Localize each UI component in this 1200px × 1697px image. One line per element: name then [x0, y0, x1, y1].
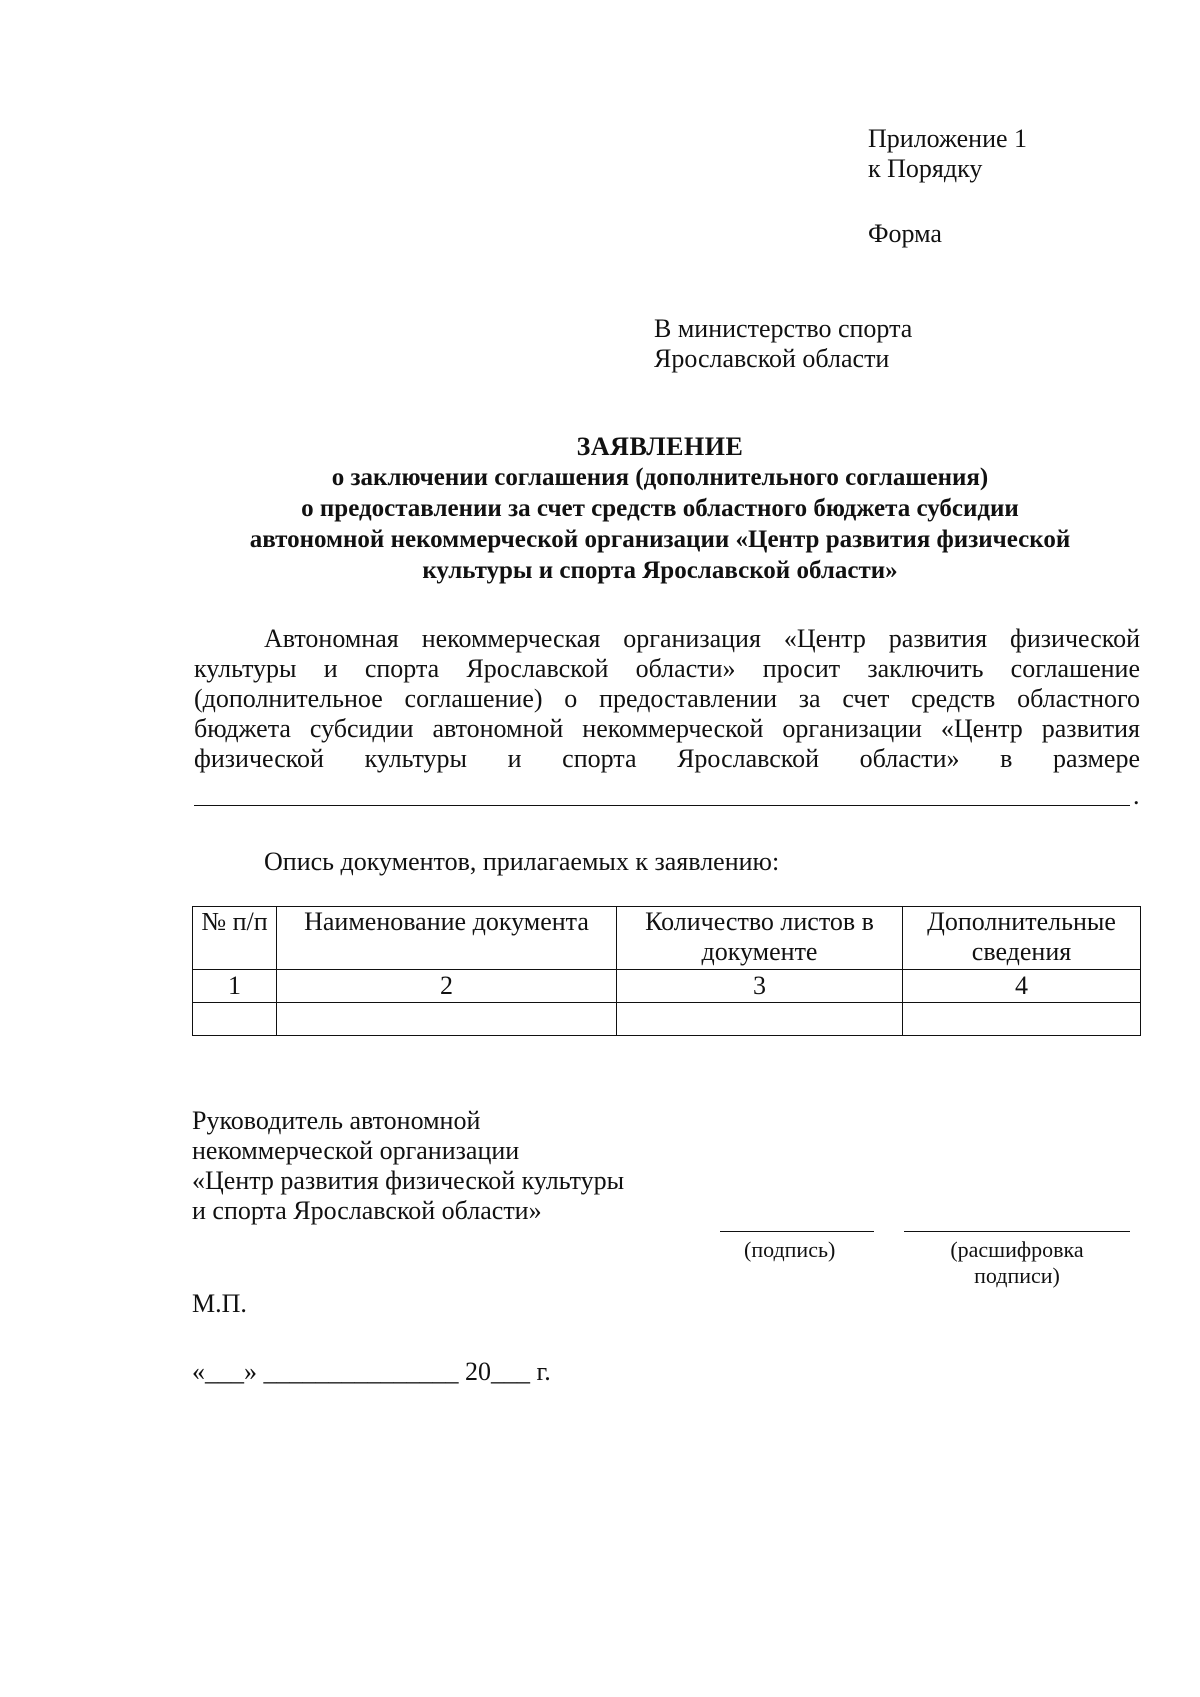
title-line-2: о предоставлении за счет средств областного бюджета субсидии [301, 495, 1019, 522]
header-document-name: Наименование документа [277, 907, 617, 970]
addressee-block [654, 314, 912, 374]
signer-line-1: Руководитель автономной [192, 1106, 481, 1135]
stamp-label: М.П. [192, 1289, 247, 1318]
table-cell[interactable] [277, 1003, 617, 1036]
signature-decode-caption [904, 1237, 1130, 1289]
decode-caption-line-2: подписи) [974, 1263, 1060, 1288]
title-line-1: о заключении соглашения (дополнительного соглашения) [331, 464, 989, 491]
form-label: Форма [868, 219, 942, 248]
appendix-number: Приложение 1 [868, 124, 1028, 153]
signature-caption: (подпись) [744, 1237, 836, 1262]
header-page-count: Количество листов в документе [617, 907, 903, 970]
signer-line-4: и спорта Ярославской области» [192, 1196, 542, 1225]
signer-line-2: некоммерческой организации [192, 1136, 520, 1165]
numbering-cell: 1 [193, 970, 277, 1003]
date-line[interactable]: «___» _______________ 20___ г. [192, 1357, 551, 1386]
appendix-to-order: к Порядку [868, 154, 983, 183]
signer-block [192, 1106, 624, 1226]
decode-caption-line-1: (расшифровка [950, 1237, 1084, 1262]
table-header-row [193, 907, 1141, 970]
amount-end-punct: . [1133, 781, 1140, 810]
table-cell[interactable] [903, 1003, 1141, 1036]
body-line-1: Автономная некоммерческая организация «Центр развития физической [264, 624, 1140, 653]
header-number: № п/п [193, 907, 277, 970]
title-heading: ЗАЯВЛЕНИЕ [576, 432, 744, 461]
inventory-label: Опись документов, прилагаемых к заявлению: [264, 847, 780, 876]
numbering-cell: 2 [277, 970, 617, 1003]
addressee-line-2: Ярославской области [654, 344, 890, 373]
body-line-3: (дополнительное соглашение) о предоставлении за счет средств областного [194, 684, 1140, 713]
numbering-cell: 4 [903, 970, 1141, 1003]
body-paragraph [194, 624, 1140, 774]
body-line-5: физической культуры и спорта Ярославской области» в размере [194, 744, 1140, 773]
body-line-4: бюджета субсидии автономной некоммерческой организации «Центр развития [194, 714, 1140, 743]
signer-line-3: «Центр развития физической культуры [192, 1166, 625, 1195]
table-cell[interactable] [617, 1003, 903, 1036]
title-line-4: культуры и спорта Ярославской области» [422, 557, 898, 584]
signature-decode-line[interactable] [904, 1231, 1130, 1232]
signature-line[interactable] [720, 1231, 874, 1232]
addressee-line-1: В министерство спорта [654, 314, 913, 343]
header-additional-info: Дополнительные сведения [903, 907, 1141, 970]
appendix-reference [868, 124, 1027, 184]
amount-fill-line[interactable] [194, 775, 1130, 806]
documents-table [192, 906, 1141, 1036]
document-title [160, 432, 1160, 586]
table-row [193, 1003, 1141, 1036]
numbering-cell: 3 [617, 970, 903, 1003]
body-line-2: культуры и спорта Ярославской области» просит заключить соглашение [194, 654, 1140, 683]
table-numbering-row [193, 970, 1141, 1003]
table-cell[interactable] [193, 1003, 277, 1036]
title-line-3: автономной некоммерческой организации «Центр развития физической [249, 526, 1071, 553]
